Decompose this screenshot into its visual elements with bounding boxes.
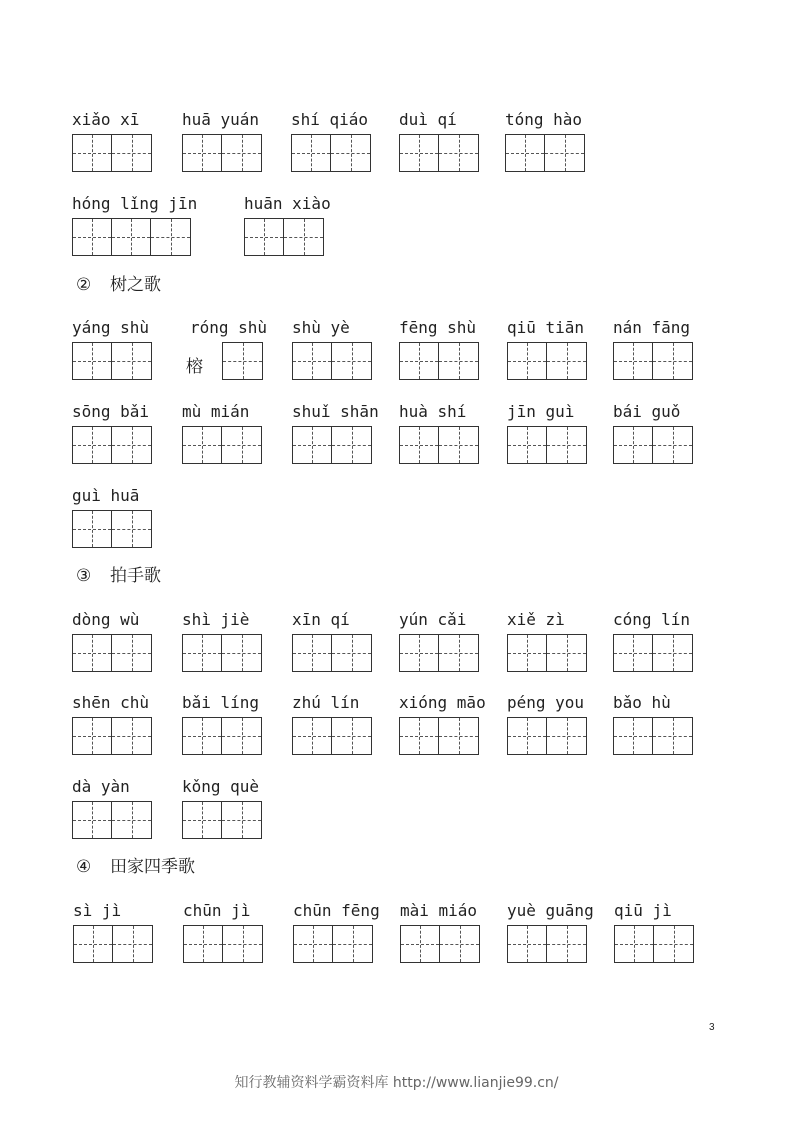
pinyin-label: shí qiáo <box>291 110 369 129</box>
word-item <box>507 610 565 630</box>
tianzige-cell[interactable] <box>653 427 692 463</box>
word-item <box>73 901 121 921</box>
word-item <box>72 610 139 630</box>
pinyin-label: xióng māo <box>399 693 486 712</box>
tianzige-cell[interactable] <box>331 135 370 171</box>
tianzige-cell[interactable] <box>400 427 439 463</box>
tianzige-cell[interactable] <box>653 343 692 379</box>
word-item <box>399 110 457 130</box>
tianzige-cell[interactable] <box>292 135 331 171</box>
tianzige-cell[interactable] <box>332 718 371 754</box>
writing-grid <box>182 634 262 672</box>
tianzige-cell[interactable] <box>112 219 151 255</box>
tianzige-cell[interactable] <box>508 635 547 671</box>
tianzige-cell[interactable] <box>184 926 223 962</box>
pinyin-label: zhú lín <box>292 693 360 712</box>
tianzige-cell[interactable] <box>112 635 151 671</box>
pinyin-label: bǎo hù <box>613 693 671 712</box>
writing-grid <box>399 342 479 380</box>
given-character: 榕 <box>186 357 203 377</box>
tianzige-cell[interactable] <box>112 427 151 463</box>
word-item <box>244 194 331 214</box>
writing-grid <box>73 925 153 963</box>
writing-grid <box>72 717 152 755</box>
pinyin-label: nán fāng <box>613 318 691 337</box>
word-item <box>72 693 149 713</box>
pinyin-label: guì huā <box>72 486 140 505</box>
word-item <box>507 402 574 422</box>
pinyin-label: shēn chù <box>72 693 150 712</box>
pinyin-label: shù yè <box>292 318 350 337</box>
tianzige-cell[interactable] <box>74 926 113 962</box>
writing-grid <box>507 634 587 672</box>
pinyin-label: huān xiào <box>244 194 331 213</box>
pinyin-label: shì jiè <box>182 610 250 629</box>
writing-grid <box>72 801 152 839</box>
writing-grid <box>613 717 693 755</box>
word-item <box>614 901 672 921</box>
tianzige-cell[interactable] <box>508 926 547 962</box>
pinyin-label: xiě zì <box>507 610 565 629</box>
pinyin-label: kǒng què <box>182 777 260 796</box>
pinyin-label: cóng lín <box>613 610 691 629</box>
writing-grid <box>613 634 693 672</box>
word-item <box>72 194 197 214</box>
writing-grid <box>507 925 587 963</box>
tianzige-cell[interactable] <box>332 343 371 379</box>
tianzige-cell[interactable] <box>547 427 586 463</box>
pinyin-label: jīn guì <box>507 402 575 421</box>
word-item <box>186 318 268 377</box>
section-number: ④ <box>76 857 92 877</box>
word-item <box>507 318 584 338</box>
section-heading <box>76 566 161 586</box>
writing-grid <box>613 426 693 464</box>
writing-grid <box>72 342 152 380</box>
tianzige-cell[interactable] <box>615 926 654 962</box>
pinyin-label: xīn qí <box>292 610 350 629</box>
tianzige-cell[interactable] <box>333 926 372 962</box>
tianzige-cell[interactable] <box>653 718 692 754</box>
page-number: 3 <box>709 1022 715 1033</box>
tianzige-cell[interactable] <box>183 135 222 171</box>
tianzige-cell[interactable] <box>112 135 151 171</box>
pinyin-label: qiū tiān <box>507 318 585 337</box>
word-item <box>613 693 671 713</box>
section-heading <box>76 857 195 877</box>
tianzige-cell[interactable] <box>112 718 151 754</box>
pinyin-label: dà yàn <box>72 777 130 796</box>
word-item <box>292 318 350 338</box>
tianzige-cell[interactable] <box>400 343 439 379</box>
tianzige-cell[interactable] <box>293 343 332 379</box>
section-title: 树之歌 <box>110 275 161 295</box>
tianzige-cell[interactable] <box>439 427 478 463</box>
writing-grid <box>72 134 152 172</box>
writing-grid <box>507 342 587 380</box>
pinyin-label: fēng shù <box>399 318 477 337</box>
pinyin-label: róng shù <box>190 318 268 337</box>
pinyin-label: sōng bǎi <box>72 402 150 421</box>
word-item <box>292 610 350 630</box>
tianzige-cell[interactable] <box>293 427 332 463</box>
tianzige-cell[interactable] <box>293 718 332 754</box>
pinyin-label: yáng shù <box>72 318 150 337</box>
word-item <box>72 110 139 130</box>
tianzige-cell[interactable] <box>547 343 586 379</box>
tianzige-cell[interactable] <box>112 511 151 547</box>
pinyin-label: bái guǒ <box>613 402 681 421</box>
writing-grid <box>505 134 585 172</box>
tianzige-cell[interactable] <box>222 135 261 171</box>
pinyin-label: chūn fēng <box>293 901 380 920</box>
word-item <box>507 693 584 713</box>
word-item <box>400 901 477 921</box>
tianzige-cell[interactable] <box>151 219 190 255</box>
tianzige-cell[interactable] <box>400 135 439 171</box>
word-item <box>399 610 466 630</box>
pinyin-label: mù mián <box>182 402 250 421</box>
section-number: ③ <box>76 566 92 586</box>
tianzige-cell[interactable] <box>439 343 478 379</box>
word-item <box>292 402 379 422</box>
word-item <box>613 610 690 630</box>
word-item <box>182 777 259 797</box>
pinyin-label: chūn jì <box>183 901 251 920</box>
tianzige-cell[interactable] <box>614 343 653 379</box>
tianzige-cell[interactable] <box>183 802 222 838</box>
tianzige-cell[interactable] <box>183 635 222 671</box>
pinyin-label: shuǐ shān <box>292 402 379 421</box>
writing-grid <box>399 426 479 464</box>
writing-grid <box>292 717 372 755</box>
tianzige-cell[interactable] <box>440 926 479 962</box>
writing-grid <box>72 634 152 672</box>
pinyin-label: sì jì <box>73 901 122 920</box>
pinyin-label: yuè guāng <box>507 901 594 920</box>
section-title: 田家四季歌 <box>110 857 195 877</box>
tianzige-cell[interactable] <box>223 343 262 379</box>
tianzige-cell[interactable] <box>73 427 112 463</box>
tianzige-cell[interactable] <box>508 427 547 463</box>
pinyin-label: péng you <box>507 693 585 712</box>
writing-grid <box>293 925 373 963</box>
pinyin-label: huà shí <box>399 402 467 421</box>
tianzige-cell[interactable] <box>113 926 152 962</box>
word-item <box>182 693 259 713</box>
tianzige-cell[interactable] <box>183 718 222 754</box>
writing-grid <box>614 925 694 963</box>
tianzige-cell[interactable] <box>73 718 112 754</box>
tianzige-cell[interactable] <box>293 635 332 671</box>
tianzige-cell[interactable] <box>245 219 284 255</box>
writing-grid <box>72 426 152 464</box>
tianzige-cell[interactable] <box>547 635 586 671</box>
word-item <box>72 486 139 506</box>
tianzige-cell[interactable] <box>73 343 112 379</box>
tianzige-cell[interactable] <box>222 718 261 754</box>
writing-grid <box>613 342 693 380</box>
word-item <box>72 318 149 338</box>
writing-grid <box>182 717 262 755</box>
word-item <box>293 901 380 921</box>
tianzige-cell[interactable] <box>508 718 547 754</box>
pinyin-label: dòng wù <box>72 610 140 629</box>
tianzige-cell[interactable] <box>547 718 586 754</box>
word-item <box>72 402 149 422</box>
tianzige-cell[interactable] <box>439 718 478 754</box>
writing-grid <box>182 426 262 464</box>
writing-grid <box>507 426 587 464</box>
tianzige-cell[interactable] <box>112 343 151 379</box>
writing-grid <box>399 717 479 755</box>
tianzige-cell[interactable] <box>332 635 371 671</box>
tianzige-cell[interactable] <box>284 219 323 255</box>
tianzige-cell[interactable] <box>400 718 439 754</box>
word-item <box>72 777 130 797</box>
writing-grid <box>222 342 263 380</box>
tianzige-cell[interactable] <box>614 635 653 671</box>
writing-grid <box>182 801 262 839</box>
word-item <box>505 110 582 130</box>
word-item <box>183 901 250 921</box>
pinyin-label: duì qí <box>399 110 457 129</box>
word-item <box>613 402 680 422</box>
pinyin-label: hóng lǐng jīn <box>72 194 198 213</box>
tianzige-cell[interactable] <box>332 427 371 463</box>
section-number: ② <box>76 275 92 295</box>
tianzige-cell[interactable] <box>222 802 261 838</box>
tianzige-cell[interactable] <box>547 926 586 962</box>
tianzige-cell[interactable] <box>614 718 653 754</box>
writing-grid <box>400 925 480 963</box>
writing-grid <box>507 717 587 755</box>
writing-grid <box>292 342 372 380</box>
word-item <box>182 610 249 630</box>
pinyin-label: huā yuán <box>182 110 260 129</box>
tianzige-cell[interactable] <box>506 135 545 171</box>
pinyin-label: yún cǎi <box>399 610 467 629</box>
tianzige-cell[interactable] <box>654 926 693 962</box>
word-item <box>613 318 690 338</box>
word-item <box>399 693 486 713</box>
pinyin-label: mài miáo <box>400 901 478 920</box>
word-item <box>182 110 259 130</box>
tianzige-cell[interactable] <box>222 427 261 463</box>
tianzige-cell[interactable] <box>73 802 112 838</box>
writing-grid <box>292 634 372 672</box>
writing-grid <box>72 510 152 548</box>
tianzige-cell[interactable] <box>508 343 547 379</box>
tianzige-cell[interactable] <box>545 135 584 171</box>
pinyin-label: tóng hào <box>505 110 583 129</box>
tianzige-cell[interactable] <box>614 427 653 463</box>
tianzige-cell[interactable] <box>400 635 439 671</box>
writing-grid <box>72 218 191 256</box>
tianzige-cell[interactable] <box>73 635 112 671</box>
word-item <box>507 901 594 921</box>
writing-grid <box>399 134 479 172</box>
tianzige-cell[interactable] <box>112 802 151 838</box>
word-item <box>399 318 476 338</box>
word-item <box>399 402 466 422</box>
word-item <box>292 693 359 713</box>
tianzige-cell[interactable] <box>183 427 222 463</box>
pinyin-label: qiū jì <box>614 901 672 920</box>
tianzige-cell[interactable] <box>401 926 440 962</box>
tianzige-cell[interactable] <box>73 219 112 255</box>
writing-grid <box>182 134 262 172</box>
tianzige-cell[interactable] <box>73 511 112 547</box>
tianzige-cell[interactable] <box>73 135 112 171</box>
tianzige-cell[interactable] <box>653 635 692 671</box>
word-item <box>291 110 368 130</box>
tianzige-cell[interactable] <box>439 635 478 671</box>
pinyin-label: bǎi líng <box>182 693 260 712</box>
section-heading <box>76 275 161 295</box>
tianzige-cell[interactable] <box>222 635 261 671</box>
writing-grid <box>292 426 372 464</box>
tianzige-cell[interactable] <box>223 926 262 962</box>
pinyin-label: xiǎo xī <box>72 110 140 129</box>
section-title: 拍手歌 <box>110 566 161 586</box>
footer-watermark: 知行教辅资料学霸资料库 http://www.lianjie99.cn/ <box>234 1075 559 1091</box>
writing-grid <box>183 925 263 963</box>
word-item <box>182 402 249 422</box>
tianzige-cell[interactable] <box>294 926 333 962</box>
writing-grid <box>399 634 479 672</box>
tianzige-cell[interactable] <box>439 135 478 171</box>
writing-grid <box>291 134 371 172</box>
writing-grid <box>244 218 324 256</box>
